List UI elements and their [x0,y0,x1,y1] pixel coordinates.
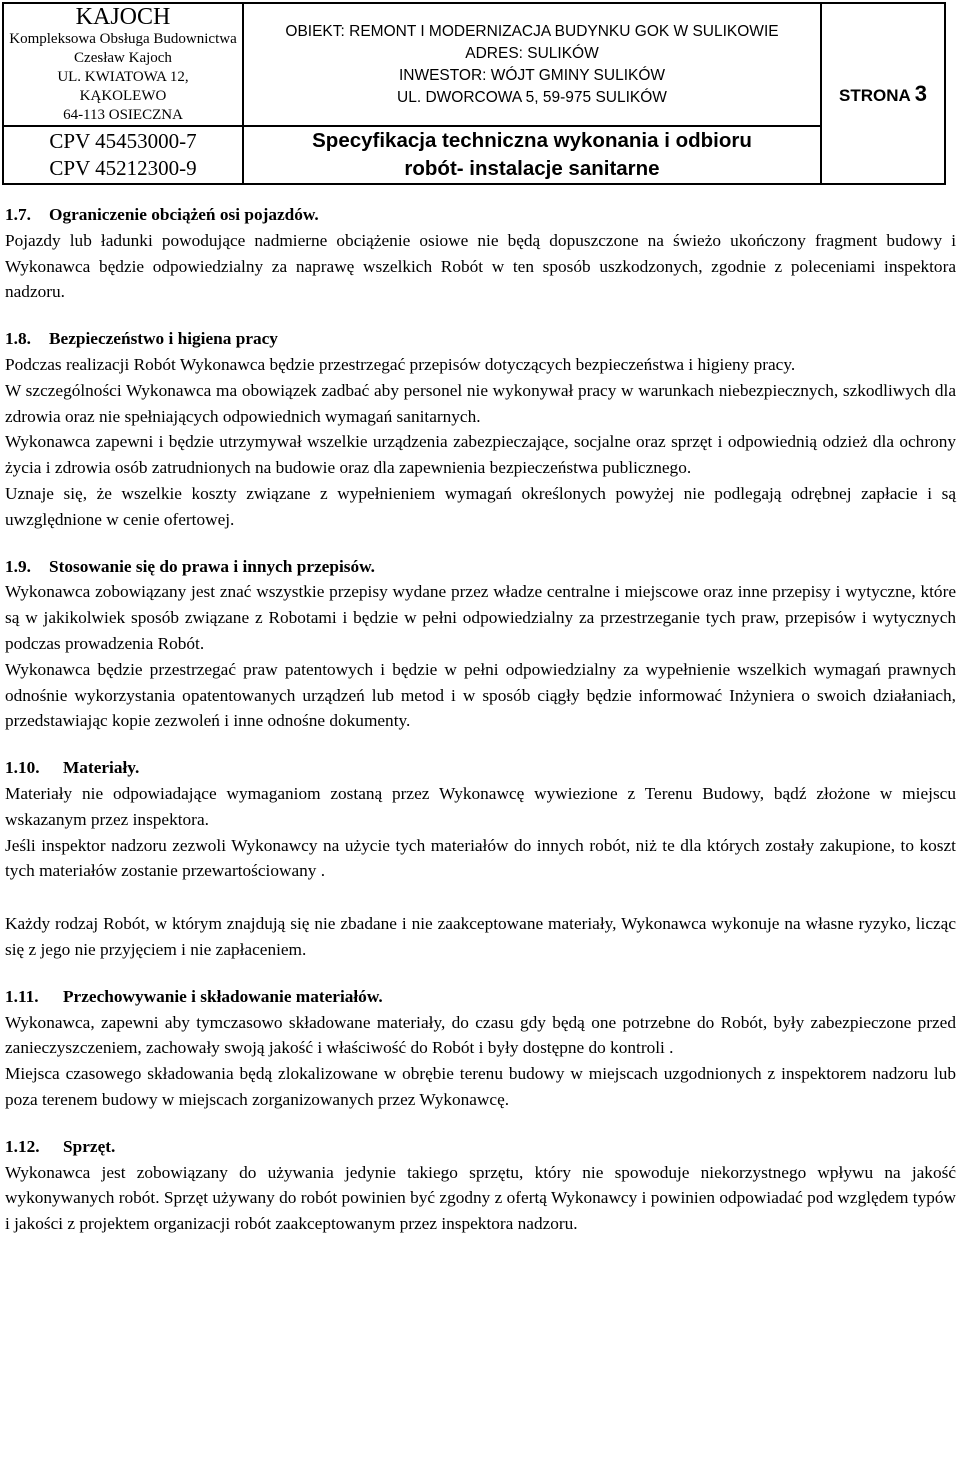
spec-title-line: Specyfikacja techniczna wykonania i odbioru [312,129,752,152]
company-line: Czesław Kajoch [74,50,172,66]
section-number: 1.12. [5,1136,40,1156]
paragraph: Podczas realizacji Robót Wykonawca będzie przestrzegać przepisów dotyczących bezpieczeństwa i higieny pracy. [5,354,796,374]
section-number: 1.9. [5,556,31,576]
section-title: Sprzęt. [63,1136,116,1156]
company-line: UL. KWIATOWA 12, [57,69,189,85]
section-number: 1.10. [5,758,40,778]
paragraph: Miejsca czasowego składowania będą zlokalizowane w obrębie terenu budowy w miejscach uzgodnionych z inspektorem nadzoru lub poza terenem budowy w miejscach zorganizowanych przez Wykonawcę. [5,1064,956,1109]
paragraph: Każdy rodzaj Robót, w którym znajdują się nie zbadane i nie zaakceptowane materiały, Wykonawca wykonuje na własne ryzyko, licząc się z jego nie przyjęciem i nie zapłaceniem. [5,914,956,959]
section-heading [5,984,956,1010]
paragraph: Jeśli inspektor nadzoru zezwoli Wykonawcy na użycie tych materiałów do innych robót, niż te dla których zostały zakupione, to koszt tych materiałów zostanie przewartościowany . [5,835,956,881]
page-number-box [821,3,945,184]
page-label: STRONA [838,85,911,105]
section-number: 1.7. [5,205,31,224]
object-line: ADRES: SULIKÓW [465,44,599,62]
section-title: Bezpieczeństwo i higiena pracy [49,329,278,349]
spec-title-line: robót- instalacje sanitarne [404,157,660,180]
paragraph: Pojazdy lub ładunki powodujące nadmierne obciążenie osiowe nie będą dopuszczone na świeżo ukończony fragment budowy i Wykonawca będzie odpowiedzialny za naprawę wszelkich Robót w ten sposób uszkodzonych, zgodnie z poleceniami inspektora nadzoru. [5,230,956,302]
object-info [243,3,821,126]
section-title: Przechowywanie i składowanie materiałów. [63,986,383,1006]
paragraph: Materiały nie odpowiadające wymaganiom zostaną przez Wykonawcę wywiezione z Terenu Budowy, bądź złożone w miejscu wskazanym przez inspektora. [5,783,956,829]
paragraph: W szczególności Wykonawca ma obowiązek zadbać aby personel nie wykonywał pracy w warunkach niebezpiecznych, szkodliwych dla zdrowia oraz nie spełniających odpowiednich wymagań sanitarnych. [5,380,956,426]
cpv-code: CPV 45453000-7 [49,129,197,153]
cpv-code: CPV 45212300-9 [49,156,197,180]
section-heading [5,1134,956,1160]
section-title: Ograniczenie obciążeń osi pojazdów. [49,205,319,224]
company-line: KĄKOLEWO [79,88,167,104]
company-name: KAJOCH [75,4,171,30]
section-number: 1.8. [5,329,31,349]
section-title: Materiały. [63,758,140,778]
document-header [2,2,946,185]
paragraph: Wykonawca będzie przestrzegać praw patentowych i będzie w pełni odpowiedzialny za wypełnienie wszelkich wymagań prawnych odnośnie wykorzystania opatentowanych urządzeń lub metod i w sposób ciągły będzie informować Inżyniera o swoich działaniach, przedstawiając kopie zezwoleń i inne odnośne dokumenty. [5,659,956,731]
spec-title [243,126,821,184]
paragraph: Uznaje się, że wszelkie koszty związane z wypełnieniem wymagań określonych powyżej nie podlegają odrębnej zapłacie i są uwzględnione w cenie ofertowej. [5,483,956,529]
paragraph: Wykonawca jest zobowiązany do używania jedynie takiego sprzętu, który nie spowoduje niekorzystnego wpływu na jakość wykonywanych robót. Sprzęt używany do robót powinien być zgodny z ofertą Wykonawcy i powinien odpowiadać pod względem typów i jakości z projektem organizacji robót zaakceptowanym przez inspektora nadzoru. [5,1162,956,1234]
section-number: 1.11. [5,986,39,1006]
cpv-codes [3,126,243,184]
object-line: OBIEKT: REMONT I MODERNIZACJA BUDYNKU GOK W SULIKOWIE [285,22,779,40]
section-title: Stosowanie się do prawa i innych przepisów. [49,556,375,576]
paragraph: Wykonawca zapewni i będzie utrzymywał wszelkie urządzenia zabezpieczające, socjalne oraz sprzęt i odpowiednią odzież dla ochrony życia i zdrowia osób zatrudnionych na budowie oraz dla zapewnienia bezpieczeństwa publicznego. [5,432,956,478]
section-heading [5,554,956,580]
object-line: INWESTOR: WÓJT GMINY SULIKÓW [398,66,666,84]
object-line: UL. DWORCOWA 5, 59-975 SULIKÓW [397,88,667,106]
section-heading [5,326,956,352]
document-body [5,202,956,1237]
section-heading [5,202,956,228]
page-number: 3 [914,80,928,106]
company-info [3,3,243,126]
company-line: 64-113 OSIECZNA [63,107,183,123]
paragraph: Wykonawca zobowiązany jest znać wszystkie przepisy wydane przez władze centralne i miejscowe oraz inne przepisy i wytyczne, które są w jakikolwiek sposób związane z Robotami i będzie w pełni odpowiedzialny za przestrzeganie tych praw, przepisów i wytycznych podczas prowadzenia Robót. [5,582,956,653]
paragraph: Wykonawca, zapewni aby tymczasowo składowane materiały, do czasu gdy będą one potrzebne do Robót, były zabezpieczone przed zanieczyszczeniem, zachowały swoją jakość i właściwość do Robót i były dostępne do kontroli . [5,1012,956,1058]
company-line: Kompleksowa Obsługa Budownictwa [9,31,237,47]
section-heading [5,755,956,781]
